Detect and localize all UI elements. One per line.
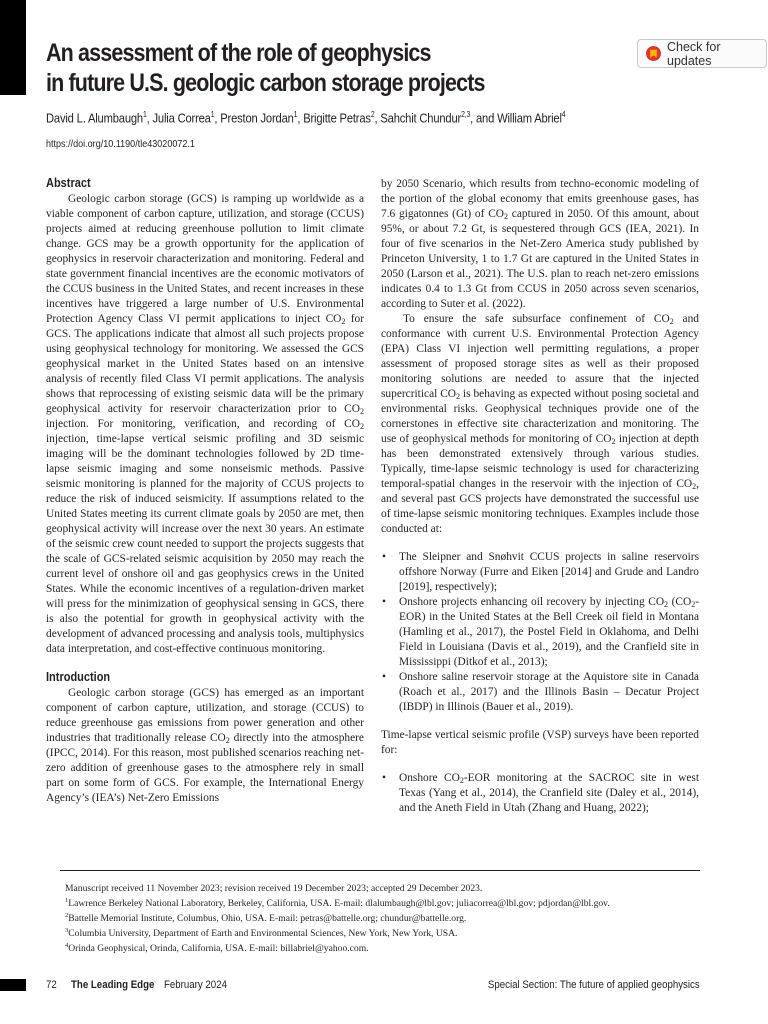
list-item: • Onshore $CO_2$-EOR monitoring at the SACROC site in west Texas (Yang et al., 2014), the Cranfield site (Daley et al., 2014), and the Aneth Field in Utah (Zhang and Huang, 2022); xyxy=(382,772,699,814)
author-list: David L. Alumbaugh$^1$, Julia Correa$^1$, Preston Jordan$^1$, Brigitte Petras$^2$, Sahchit Chundur$^{2,3}$, and William Abriel$^4$ xyxy=(46,110,566,126)
footnote: $^2$Battelle Memorial Institute, Columbus, Ohio, USA. E-mail: petras@battelle.org; chundur@battelle.org. xyxy=(65,911,467,924)
title-line-1: An assessment of the role of geophysics xyxy=(46,39,431,67)
introduction-heading: Introduction xyxy=(46,670,111,684)
affiliation-mark: 1 xyxy=(293,110,298,119)
body-paragraph: Time-lapse vertical seismic profile (VSP) surveys have been reported for: xyxy=(381,729,699,756)
chem-co2: $CO_2$ xyxy=(209,732,230,745)
section-name: Special Section: The future of applied geophysics xyxy=(488,979,700,991)
footnote: $^1$Lawrence Berkeley National Laboratory, Berkeley, California, USA. E-mail: dlalumbaugh@lbl.gov; juliacorrea@lbl.gov; pdjordan@lbl.gov. xyxy=(65,896,610,909)
chem-co2: $CO_2$ xyxy=(648,596,669,609)
article-title xyxy=(46,38,510,98)
bullet-icon: • xyxy=(382,596,386,608)
footnote: Manuscript received 11 November 2023; revision received 19 December 2023; accepted 29 December 2023. xyxy=(65,883,483,894)
footnote-divider xyxy=(60,870,700,871)
chem-co2: $CO_2$ xyxy=(443,772,464,785)
list-item: • Onshore saline reservoir storage at the Aquistore site in Canada (Roach et al., 2017) and the Illinois Basin – Decatur Project (IBDP) in Illinois (Bauer et al., 2019). xyxy=(382,671,699,713)
footer-edge-tab xyxy=(0,979,26,991)
crossmark-icon xyxy=(646,46,661,61)
abstract-text: Geologic carbon storage (GCS) is ramping up worldwide as a viable component of carbon capture, utilization, and storage (CCUS) projects aimed at reducing greenhouse pollution to limit climate change. GCS may be a growth opportunity for the application of geophysics in reservoir characterization and monitoring. Federal and state government financial incentives are the economic motivators of the CCUS business in the United States, and recent increases in these incentives have triggered a large number of U.S. Environmental Protection Agency Class VI permit applications to inject $CO_2$ for GCS. The applications indicate that almost all such projects propose using geophysical technology for monitoring. We assessed the GCS geophysical market in the United States based on an intensive analysis of recently filed Class VI permit applications. The analysis shows that reprocessing of existing seismic data will be the primary geophysical activity for reservoir characterization prior to $CO_2$ injection. For monitoring, verification, and recording of $CO_2$ injection, time-lapse vertical seismic profiling and 3D seismic imaging will be the dominant technologies followed by 2D time-lapse seismic imaging and some nonseismic methods. Passive seismic monitoring is planned for the majority of CCUS projects to reduce the risk of induced seismicity. If assumptions related to the United States meeting its current climate goals by 2050 are met, then geophysical activity will increase over the next 30 years. An estimate of the seismic crew count needed to support the projects suggests that the scale of GCS-related seismic acquisition by 2050 may reach the current level of onshore oil and gas geophysics crews in the United States. While the economic incentives of a regulation-driven market will press for the minimization of geophysical sensing in GCS, there is also the potential for growth in geophysical activity with the development of advanced processing and analysis tools, multiphysics data interpretation, and cost-effective continuous monitoring. xyxy=(46,193,364,655)
chem-co2: $CO_2$ xyxy=(595,433,616,446)
affiliation-mark: 1 xyxy=(142,110,147,119)
body-paragraph: by 2050 Scenario, which results from techno-economic modeling of the portion of the global economy that emits greenhouse gases, has 7.6 gigatonnes (Gt) of $CO_2$ captured in 2050. Of this amount, about 95%, or about 7.2 Gt, is sequestered through GCS (IEA, 2021). In four of five scenarios in the Net-Zero America study published by Princeton University, 1 to 1.7 Gt are captured in the United States in 2050 (Larson et al., 2021). The U.S. plan to reach net-zero emissions indicates 0.4 to 1.3 Gt from CCUS in 2050 across seven scenarios, according to Suter et al. (2022). xyxy=(381,178,699,310)
check-for-updates-label: Check for updates xyxy=(667,39,721,68)
example-list xyxy=(381,550,699,715)
footnote: $^4$Orinda Geophysical, Orinda, California, USA. E-mail: billabriel@yahoo.com. xyxy=(65,941,369,954)
footnote: $^3$Columbia University, Department of Earth and Environmental Sciences, New York, New York, USA. xyxy=(65,926,458,939)
chem-co2: $CO_2$ xyxy=(488,208,509,221)
abstract-heading: Abstract xyxy=(46,176,91,190)
bullet-icon: • xyxy=(382,551,386,563)
author-name: David L. Alumbaugh xyxy=(46,110,143,126)
check-for-updates-button[interactable] xyxy=(637,39,767,68)
bullet-icon: • xyxy=(382,772,386,784)
left-column xyxy=(46,176,364,806)
footnotes xyxy=(65,883,705,955)
chem-co2: $CO_2$ xyxy=(675,596,696,609)
introduction-text: Geologic carbon storage (GCS) has emerged as an important component of carbon capture, utilization, and storage (CCUS) to reduce greenhouse gas emissions from power generation and other industries that traditionally release $CO_2$ directly into the atmosphere (IPCC, 2014). For this reason, most published scenarios reaching net-zero addition of greenhouse gases to the atmosphere rely in small part on some form of GCS. For example, the International Energy Agency’s (IEA’s) Net-Zero Emissions xyxy=(46,687,364,804)
body-paragraph: To ensure the safe subsurface confinement of $CO_2$ and conformance with current U.S. Environmental Protection Agency (EPA) Class VI injection well permitting regulations, a proper assessment of proposed storage sites as well as their proposed monitoring solutions are needed to assure that the injected supercritical $CO_2$ is behaving as expected without posing societal and environmental risks. Geophysical techniques provide one of the cornerstones in effective site characterization and monitoring. The use of geophysical methods for monitoring of $CO_2$ injection at depth has been demonstrated extensively through various studies. Typically, time-lapse seismic technology is used for characterizing temporal-spatial changes in the reservoir with the injection of $CO_2$, and several past GCS projects have demonstrated the successful use of time-lapse seismic monitoring techniques. Examples include those conducted at: xyxy=(381,313,700,535)
issue-date: February 2024 xyxy=(164,979,227,991)
doi-link[interactable]: https://doi.org/10.1190/tle43020072.1 xyxy=(46,138,195,150)
page-edge-tab xyxy=(0,0,26,95)
author-name: William Abriel xyxy=(497,110,562,126)
chem-co2: $CO_2$ xyxy=(676,478,697,491)
affiliation-mark: 2,3 xyxy=(461,110,471,119)
author-name: Julia Correa xyxy=(152,110,211,126)
affiliation-mark: 1 xyxy=(210,110,215,119)
title-line-2: in future U.S. geologic carbon storage projects xyxy=(46,69,485,97)
right-column xyxy=(381,177,699,816)
affiliation-mark: 4 xyxy=(561,110,566,119)
list-item: • Onshore projects enhancing oil recovery by injecting $CO_2$ $(CO_2-EOR)$ in the United States at the Bell Creek oil field in Montana (Hamling et al., 2017), the Postel Field in Oklahoma, and Delhi Field in Louisiana (Davis et al., 2019), and the Cranfield site in Mississippi (Ditkof et al., 2013); xyxy=(382,596,699,668)
journal-name: The Leading Edge xyxy=(71,979,155,991)
author-name: Brigitte Petras xyxy=(303,110,371,126)
vsp-list xyxy=(381,771,699,816)
chem-co2: $CO_2$ xyxy=(344,418,364,431)
affiliation-mark: 2 xyxy=(370,110,375,119)
bullet-icon: • xyxy=(382,671,386,683)
chem-co2: $CO_2$ xyxy=(440,388,461,401)
chem-co2: $CO_2$ xyxy=(344,403,364,416)
page-number: 72 xyxy=(46,979,57,991)
list-item: • The Sleipner and Snøhvit CCUS projects in saline reservoirs offshore Norway (Furre and Eiken [2014] and Grude and Landro [2019], respectively); xyxy=(382,551,699,593)
author-name: Sahchit Chundur xyxy=(380,110,462,126)
author-name: Preston Jordan xyxy=(220,110,294,126)
chem-co2: $CO_2$ xyxy=(325,313,346,326)
chem-co2: $CO_2$ xyxy=(653,313,674,326)
